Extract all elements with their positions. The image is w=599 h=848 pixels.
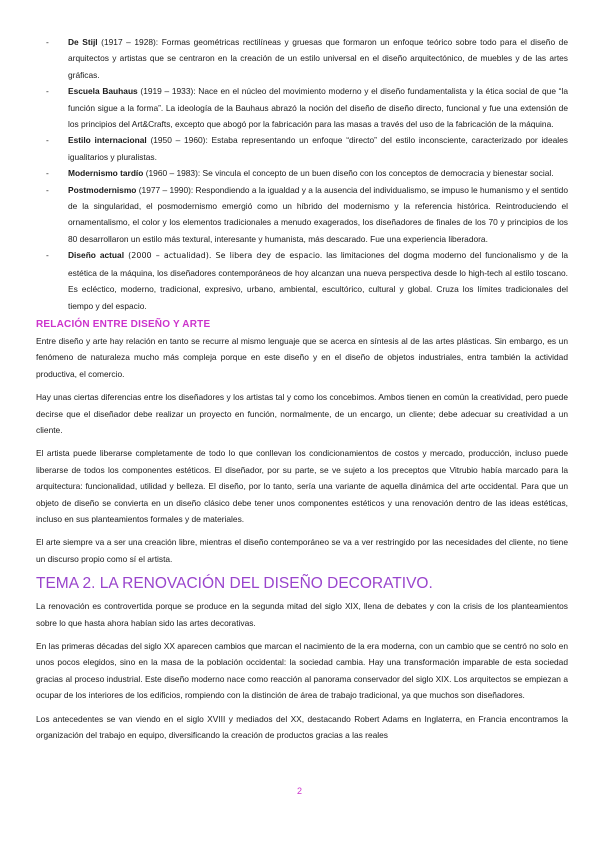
movement-term: Postmodernismo (68, 184, 137, 195)
paragraph: Entre diseño y arte hay relación en tanto se recurre al mismo lenguaje que se acerca en síntesis al de las artes plásticas. Sin embargo, es un fenómeno de naturaleza mucho más compleja porque en este diseño y en el diseño de objetos industriales, entra también la actividad productiva, el comercio. (36, 335, 568, 379)
paragraph: El arte siempre va a ser una creación libre, mientras el diseño contemporáneo se va a ver restringido por las necesidades del cliente, no tiene un discurso propio como sí el artista. (36, 537, 568, 564)
movement-term: Escuela Bauhaus (68, 86, 138, 97)
document-page (36, 34, 568, 750)
movement-text: (1960 – 1983): Se vincula el concepto de un buen diseño con los conceptos de democracia y bienestar social. (143, 168, 554, 179)
list-dash: - (46, 135, 49, 146)
movement-text: (1977 – 1990): Respondiendo a la igualdad y a la ausencia del individualismo, se impuso le humanismo y el sentido de la singularidad, el posmodernismo emergió como un híbrido del modernismo y la referencia histórica. Reintroduciendo el ornamentalismo, el color y los elementos tradicionales a menudo exagerados, los diseñadores de finales de los 70 y principios de los 80 desarrollaron un estilo más textural, interesante y humanista, más descarado. Fue una experiencia liberadora. (68, 184, 569, 244)
paragraph: Hay unas ciertas diferencias entre los diseñadores y los artistas tal y como los concebimos. Ambos tienen en común la creatividad, pero puede decirse que el diseñador debe realizar un proyecto en función, normalmente, de un encargo, un cliente; debe adecuar su creatividad a un cliente. (36, 392, 568, 435)
paragraph: El artista puede liberarse completamente de todo lo que conllevan los condicionamientos de costos y mercado, producción, incluso puede liberarse de todos los componentes estéticos. El diseñador, por su parte, se ve sujeto a los preceptos que Vitrubio había marcado para la arquitectura: funcionalidad, utilidad y belleza. El diseño, por lo tanto, sería una variante de aquella dinámica del arte occidental. Para que un objeto de diseño se convierta en un diseño clásico debe tener unos componentes estéticos y una renovación dentro de las ideas estéticas, incluso en sus planteamientos formales y de materiales. (36, 448, 568, 524)
list-item (46, 83, 568, 132)
page-number: 2 (296, 786, 302, 796)
design-movements-list (36, 34, 568, 314)
list-item (46, 247, 568, 314)
movement-term: Diseño actual (68, 250, 125, 261)
movement-text: las limitaciones del dogma moderno del funcionalismo y de la estética de la máquina, los diseñadores contemporáneos de hoy alcanzan una nueva perspectiva desde lo high-tech al estilo toscano. Es ecléctico, moderno, tradicional, expresivo, urbano, ambiental, escultórico, cultural y global. Cruza los límites tradicionales del tiempo y del espacio. (68, 250, 568, 311)
section-heading: RELACIÓN ENTRE DISEÑO Y ARTE (36, 318, 211, 330)
tema-heading: TEMA 2. LA RENOVACIÓN DEL DISEÑO DECORATIVO. (36, 575, 433, 593)
paragraph: La renovación es controvertida porque se produce en la segunda mitad del siglo XIX, llena de debates y con la crisis de los planteamientos sobre lo que hasta ahora habían sido las artes decorativas. (36, 601, 568, 628)
movement-text: (1917 – 1928): Formas geométricas rectilíneas y gruesas que formaron un enfoque teórico sobre todo para el diseño de arquitectos y artistas que se centraron en la creación de un estilo universal en el diseño arquitectónico, de muebles y de las artes gráficas. (68, 37, 568, 80)
movement-text: (1919 – 1933): Nace en el núcleo del movimiento moderno y el diseño fundamentalista y la ética social de que “la función sigue a la forma”. La ideología de la Bauhaus abrazó la noción del diseño de diseño directo, funcional y fue una extensión de los principios del Art&Crafts, excepto que abogó por la fabricación para las masas a través del uso de la fabricación de la máquina. (68, 86, 568, 130)
list-item (46, 165, 568, 181)
list-dash: - (46, 184, 49, 195)
movement-term: Estilo internacional (68, 135, 147, 146)
list-dash: - (46, 86, 49, 97)
list-item (46, 182, 569, 248)
list-dash: - (46, 168, 49, 179)
movement-term: De Stijl (68, 37, 98, 47)
movement-term: Modernismo tardío (68, 168, 144, 179)
list-dash: - (46, 37, 49, 47)
list-item (46, 132, 568, 165)
movement-text: (1950 – 1960): Estaba representando un enfoque “directo” del estilo inconsciente, caracterizado por ideales igualitarios y pluralistas. (68, 135, 568, 162)
list-dash: - (46, 250, 49, 261)
paragraph: En las primeras décadas del siglo XX aparecen cambios que marcan el nacimiento de la era moderna, con un cambio que se centró no solo en unos pocos elegidos, sino en la masa de la población occidental: la sociedad cambia. Hay una transformación imparable de esta sociedad gracias al proceso industrial. Este diseño moderno nace como reacción al panorama conservador del siglo XIX. Los arquitectos se empiezan a ocupar de los interiores de los edificios, rompiendo con la distinción de área de trabajo tradicional, ya que muchos son diseñadores. (36, 641, 568, 701)
list-item (46, 34, 568, 83)
paragraph: Los antecedentes se van viendo en el siglo XVIII y mediados del XX, destacando Robert Adams en Inglaterra, en Francia encontramos la organización del trabajo en equipo, diversificando la creación de productos gracias a las reales (36, 713, 568, 741)
handwritten-annotation: (2000 – actualidad). Se libera dey de espacio. (124, 251, 323, 261)
